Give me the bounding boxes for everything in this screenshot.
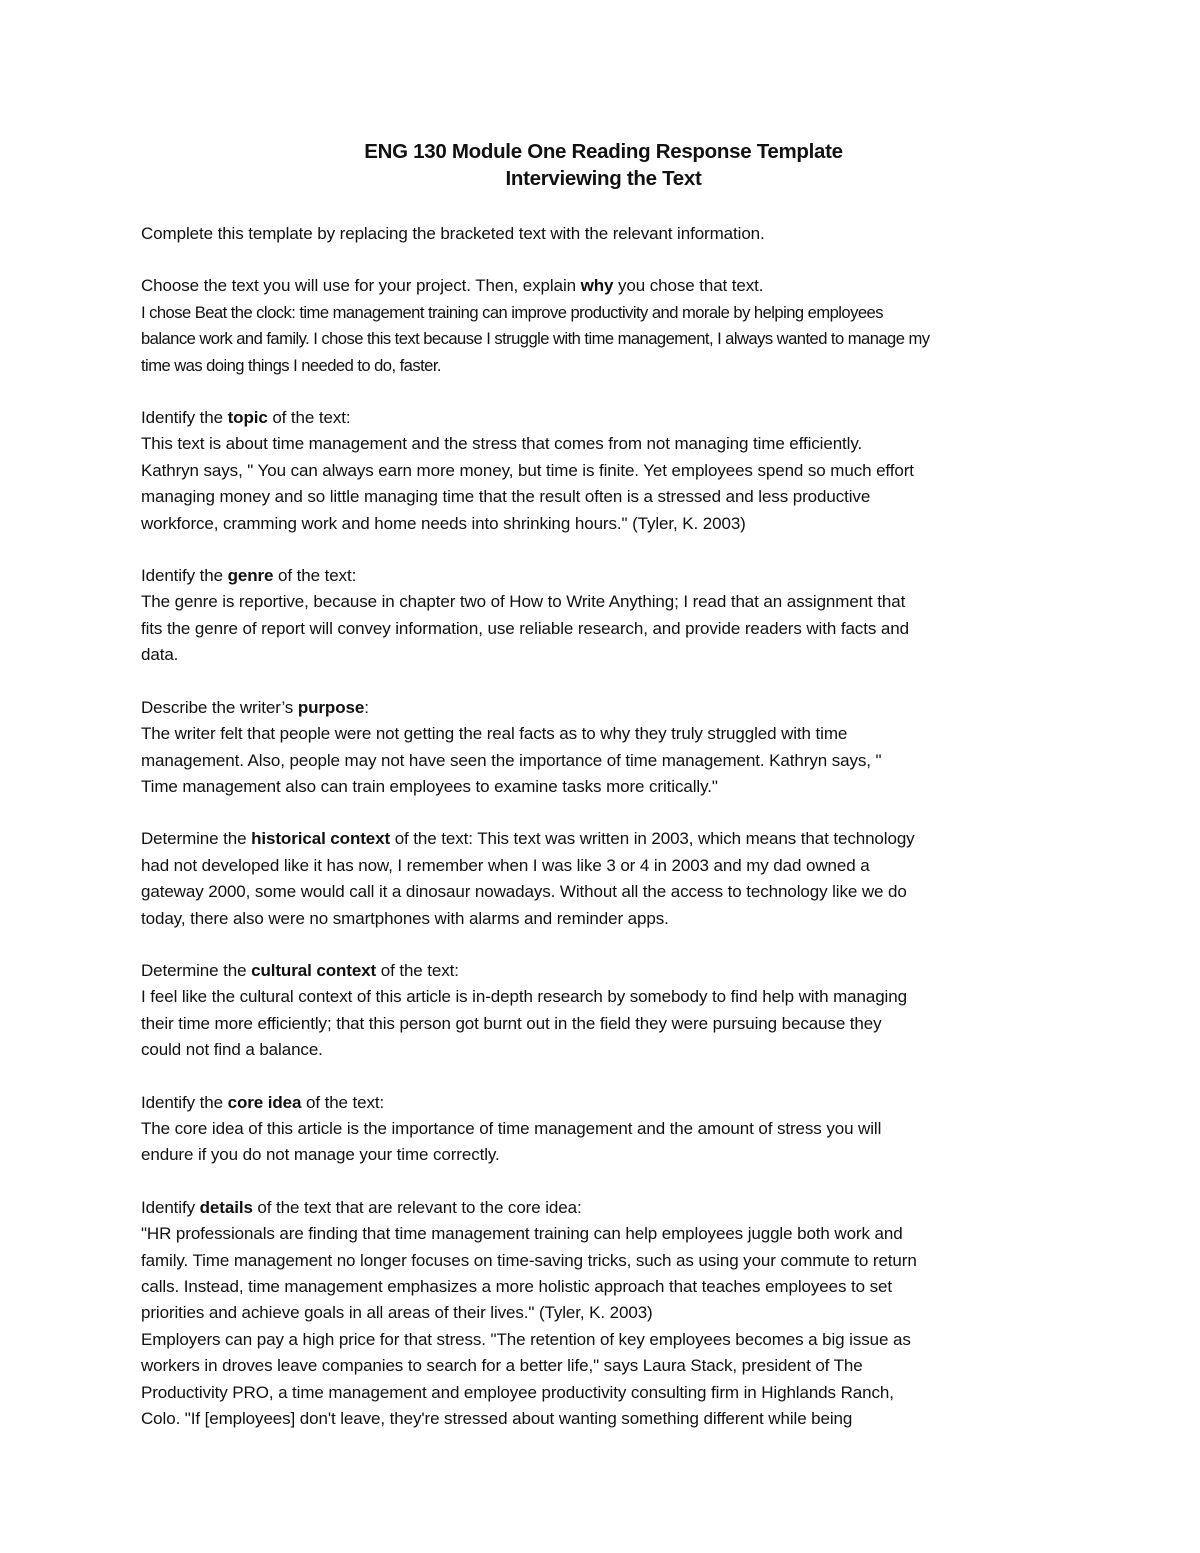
topic-prompt-bold: topic (227, 408, 268, 428)
genre-prompt-bold: genre (227, 566, 274, 586)
choose-prompt: Choose the text you will use for your project. Then, explain why you chose that text. (141, 276, 764, 296)
purpose-answer-line: The writer felt that people were not getting the real facts as to why they truly struggled with time (141, 724, 848, 744)
genre-answer-line: fits the genre of report will convey information, use reliable research, and provide readers with facts and (141, 618, 909, 638)
topic-answer-line: This text is about time management and the stress that comes from not managing time efficiently. (141, 434, 863, 454)
purpose-answer-line: management. Also, people may not have seen the importance of time management. Kathryn says, " (141, 750, 882, 770)
section-details (141, 1195, 1066, 1433)
historical-prompt: Determine the historical context of the text: This text was written in 2003, which means that technology (141, 829, 915, 849)
cultural-answer-line: their time more efficiently; that this person got burnt out in the field they were pursuing because they (141, 1013, 882, 1033)
document-title (141, 138, 1066, 192)
core-answer-line: endure if you do not manage your time correctly. (141, 1145, 500, 1165)
details-answer-line: Colo. "If [employees] don't leave, they're stressed about wanting something different while being (141, 1409, 853, 1429)
details-answer-line: priorities and achieve goals in all areas of their lives." (Tyler, K. 2003) (141, 1303, 653, 1323)
details-answer-line: family. Time management no longer focuses on time-saving tricks, such as using your commute to return (141, 1250, 917, 1270)
historical-answer-line: gateway 2000, some would call it a dinosaur nowadays. Without all the access to technology like we do (141, 882, 907, 902)
document-content (141, 138, 1066, 1458)
details-prompt: Identify details of the text that are relevant to the core idea: (141, 1197, 582, 1217)
section-cultural-context (141, 958, 1066, 1064)
historical-answer-line: today, there also were no smartphones with alarms and reminder apps. (141, 908, 669, 928)
cultural-answer-line: could not find a balance. (141, 1040, 323, 1060)
core-answer-line: The core idea of this article is the importance of time management and the amount of stress you will (141, 1118, 882, 1138)
core-prompt: Identify the core idea of the text: (141, 1092, 385, 1112)
genre-prompt: Identify the genre of the text: (141, 566, 357, 586)
topic-answer-line: Kathryn says, " You can always earn more money, but time is finite. Yet employees spend so much effort (141, 460, 914, 480)
section-purpose (141, 695, 1066, 801)
section-choose-text (141, 273, 1066, 379)
choose-answer-line: I chose Beat the clock: time management training can improve productivity and morale by helping employees (141, 302, 883, 322)
section-core-idea (141, 1090, 1066, 1169)
genre-answer-line: data. (141, 645, 179, 665)
details-answer-line: calls. Instead, time management emphasizes a more holistic approach that teaches employees to set (141, 1277, 892, 1296)
details-answer-line: Productivity PRO, a time management and employee productivity consulting firm in Highlands Ranch, (141, 1382, 894, 1402)
historical-prompt-bold: historical context (251, 829, 391, 849)
choose-answer-line: balance work and family. I chose this text because I struggle with time management, I always wanted to manage my (141, 329, 930, 349)
details-prompt-bold: details (199, 1197, 253, 1217)
purpose-prompt-bold: purpose (297, 697, 365, 717)
section-historical-context (141, 826, 1066, 932)
instruction-text: Complete this template by replacing the bracketed text with the relevant information. (141, 224, 765, 243)
choose-answer-line: time was doing things I needed to do, faster. (141, 355, 441, 375)
core-prompt-bold: core idea (227, 1092, 302, 1112)
topic-answer-line: workforce, cramming work and home needs into shrinking hours." (Tyler, K. 2003) (141, 513, 746, 533)
purpose-answer-line: Time management also can train employees to examine tasks more critically." (141, 776, 718, 796)
topic-prompt: Identify the topic of the text: (141, 408, 351, 428)
genre-answer-line: The genre is reportive, because in chapter two of How to Write Anything; I read that an assignment that (141, 592, 906, 612)
details-answer-line: "HR professionals are finding that time management training can help employees juggle both work and (141, 1224, 903, 1244)
cultural-prompt: Determine the cultural context of the text: (141, 960, 459, 980)
details-answer-line: workers in droves leave companies to search for a better life," says Laura Stack, president of The (141, 1356, 863, 1376)
choose-prompt-bold: why (580, 276, 614, 296)
instruction-paragraph (141, 221, 1066, 247)
cultural-answer-line: I feel like the cultural context of this article is in-depth research by somebody to find help with managing (141, 987, 907, 1007)
section-topic (141, 405, 1066, 537)
purpose-prompt: Describe the writer’s purpose: (141, 697, 369, 717)
title-line-2: Interviewing the Text (505, 167, 702, 190)
historical-answer-line: had not developed like it has now, I remember when I was like 3 or 4 in 2003 and my dad owned a (141, 855, 870, 875)
topic-answer-line: managing money and so little managing time that the result often is a stressed and less productive (141, 487, 871, 507)
cultural-prompt-bold: cultural context (251, 960, 377, 980)
details-answer-line: Employers can pay a high price for that stress. "The retention of key employees becomes a big issue as (141, 1329, 911, 1349)
section-genre (141, 563, 1066, 669)
title-line-1: ENG 130 Module One Reading Response Template (364, 140, 843, 163)
